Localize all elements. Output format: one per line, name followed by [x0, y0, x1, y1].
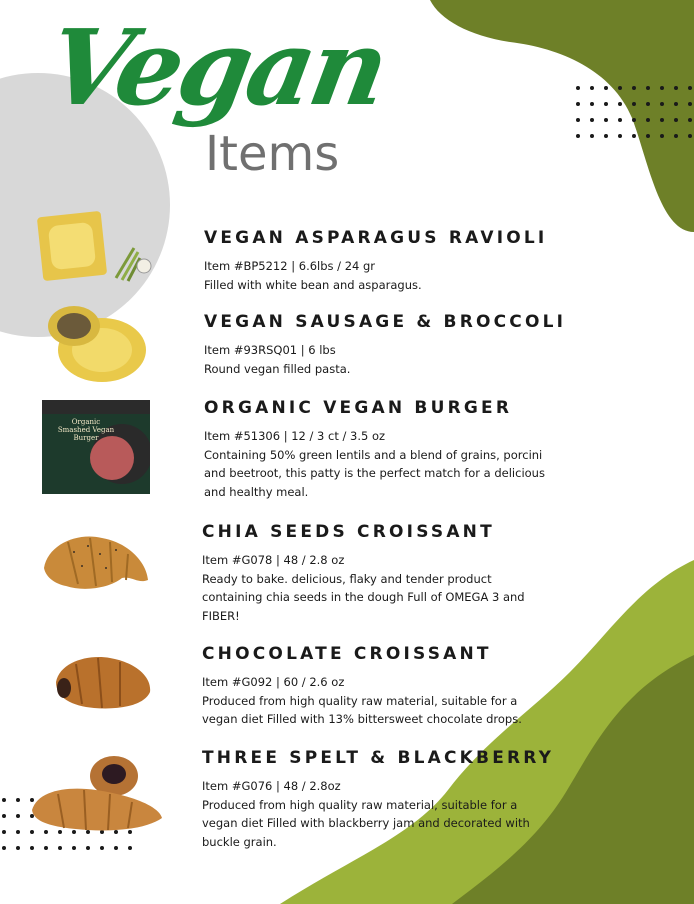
product-description: Filled with white bean and asparagus. [204, 277, 422, 292]
product-description-line: Produced from high quality raw material, suitable for a [202, 693, 518, 708]
product-vegan-sausage-broccoli [204, 312, 566, 378]
product-description-line: buckle grain. [202, 834, 277, 849]
product-name: CHOCOLATE CROISSANT [202, 644, 492, 664]
package-text-1: Organic [71, 418, 101, 426]
product-description: Round vegan filled pasta. [204, 361, 351, 376]
product-description-line: Produced from high quality raw material, suitable for a [202, 797, 518, 812]
chocolate-croissant-image [48, 652, 156, 712]
burger-package-image [42, 400, 150, 494]
product-description-line: and healthy meal. [204, 484, 309, 499]
product-name: THREE SPELT & BLACKBERRY [202, 748, 555, 768]
product-description-line: vegan diet Filled with blackberry jam and decorated with [202, 816, 530, 830]
package-text-3: Burger [73, 434, 99, 442]
package-text-2: Smashed Vegan [57, 426, 115, 434]
product-description-line: FIBER! [202, 608, 240, 623]
product-name: CHIA SEEDS CROISSANT [202, 522, 495, 542]
product-name: VEGAN ASPARAGUS RAVIOLI [204, 228, 548, 248]
product-description-line: Containing 50% green lentils and a blend of grains, porcini [204, 447, 543, 462]
product-organic-vegan-burger [204, 398, 545, 501]
chia-croissant-image [38, 532, 154, 598]
product-item-number: Item #G078 | 48 / 2.8 oz [202, 553, 345, 567]
product-item-number: Item #93RSQ01 | 6 lbs [204, 343, 336, 357]
product-vegan-asparagus-ravioli [204, 228, 547, 294]
page-subtitle: Items [205, 126, 340, 182]
product-name: VEGAN SAUSAGE & BROCCOLI [204, 312, 567, 332]
product-item-number: Item #G092 | 60 / 2.6 oz [202, 675, 345, 689]
product-chia-seeds-croissant [202, 522, 525, 625]
top-green-blob [430, 0, 694, 232]
product-description-line: vegan diet Filled with 13% bittersweet chocolate drops. [202, 712, 522, 726]
product-description-line: and beetroot, this patty is the perfect match for a delicious [204, 466, 545, 480]
product-item-number: Item #51306 | 12 / 3 ct / 3.5 oz [204, 429, 386, 443]
round-pasta-image [40, 302, 150, 388]
product-item-number: Item #G076 | 48 / 2.8oz [202, 779, 341, 793]
product-name: ORGANIC VEGAN BURGER [204, 398, 513, 418]
product-description-line: containing chia seeds in the dough Full of OMEGA 3 and [202, 590, 525, 604]
product-three-spelt-blackberry [202, 748, 554, 851]
product-item-number: Item #BP5212 | 6.6lbs / 24 gr [204, 259, 376, 273]
blackberry-croissant-image [28, 752, 166, 836]
product-description-line: Ready to bake. delicious, flaky and tender product [202, 571, 492, 586]
page-title-script: Vegan [39, 6, 394, 129]
ravioli-asparagus-image [36, 208, 156, 286]
product-chocolate-croissant [202, 644, 522, 729]
